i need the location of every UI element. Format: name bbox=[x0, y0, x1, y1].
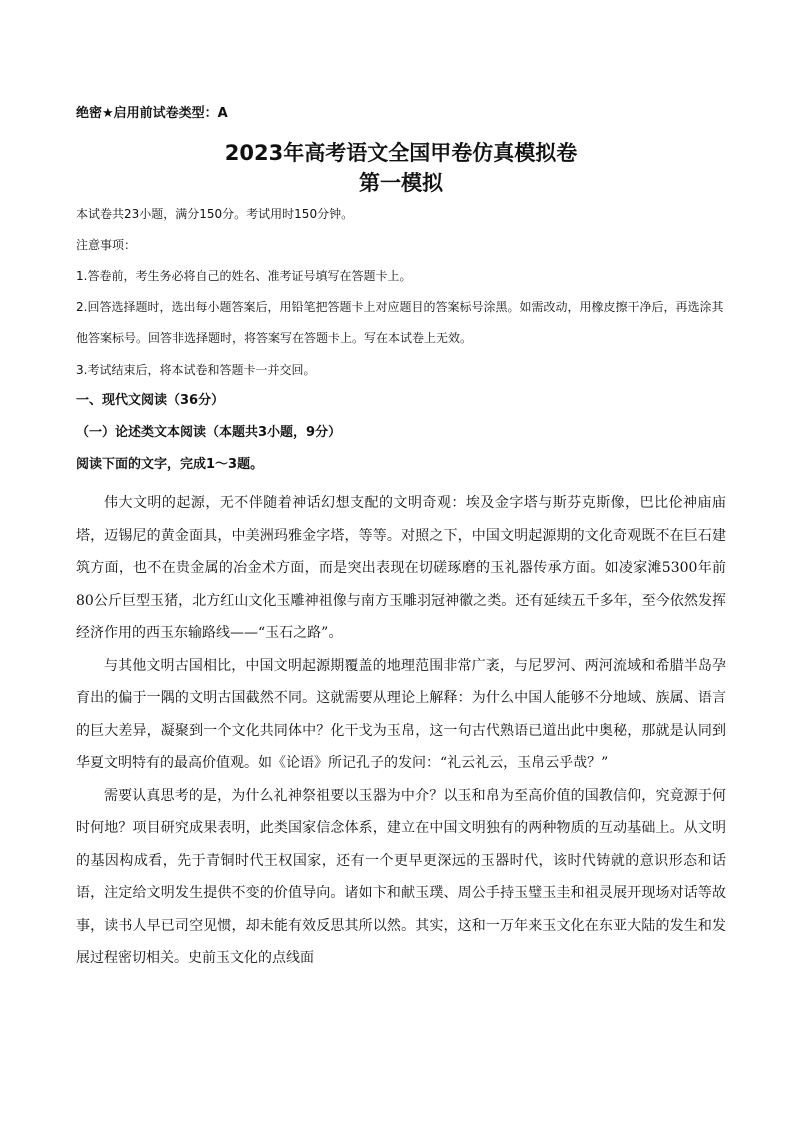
page-subtitle: 第一模拟 bbox=[359, 171, 443, 195]
notice-item-2: 2.回答选择题时，选出每小题答案后，用铅笔把答题卡上对应题目的答案标号涂黑。如需改动，用橡皮擦干净后，再选涂其他答案标号。回答非选择题时，将答案写在答题卡上。写在本试卷上无效。 bbox=[76, 300, 724, 345]
notice-item-3: 3.考试结束后，将本试卷和答题卡一并交回。 bbox=[76, 363, 316, 377]
notice-item-1: 1.答卷前，考生务必将自己的姓名、准考证号填写在答题卡上。 bbox=[76, 269, 412, 283]
passage bbox=[76, 487, 726, 975]
passage-paragraph-3: 需要认真思考的是，为什么礼神祭祖要以玉器为中介？以玉和帛为至高价值的国教信仰，究竟源于何时何地？项目研究成果表明，此类国家信念体系，建立在中国文明独有的两种物质的互动基础上。从文明的基因构成看，先于青铜时代王权国家，还有一个更早更深远的玉器时代，该时代铸就的意识形态和话语，注定给文明发生提供不变的价值导向。诸如卞和献玉璞、周公手持玉璧玉圭和祖灵展开现场对话等故事，读书人早已司空见惯，却未能有效反思其所以然。其实，这和一万年来玉文化在东亚大陆的发生和发展过程密切相关。史前玉文化的点线面 bbox=[76, 787, 726, 966]
section-heading-part1-sub1: （一）论述类文本阅读（本题共3小题，9分） bbox=[76, 425, 342, 440]
section-heading-part1: 一、现代文阅读（36分） bbox=[76, 393, 225, 408]
exam-info: 本试卷共23小题，满分150分。考试用时150分钟。 bbox=[76, 207, 354, 221]
passage-paragraph-1: 伟大文明的起源，无不伴随着神话幻想支配的文明奇观：埃及金字塔与斯芬克斯像，巴比伦神庙庙塔，迈锡尼的黄金面具，中美洲玛雅金字塔，等等。对照之下，中国文明起源期的文化奇观既不在巨石建筑方面，也不在贵金属的冶金术方面，而是突出表现在切磋琢磨的玉礼器传承方面。如凌家滩5300年前80公斤巨型玉猪，北方红山文化玉雕神祖像与南方玉雕羽冠神徽之类。还有延续五千多年，至今依然发挥经济作用的西玉东输路线——“玉石之路”。 bbox=[76, 495, 726, 641]
page-title: 2023年高考语文全国甲卷仿真模拟卷 bbox=[224, 141, 578, 165]
passage-paragraph-2: 与其他文明古国相比，中国文明起源期覆盖的地理范围非常广袤，与尼罗河、两河流域和希腊半岛孕育出的偏于一隅的文明古国截然不同。这就需要从理论上解释：为什么中国人能够不分地域、族属、语言的巨大差异，凝聚到一个文化共同体中？化干戈为玉帛，这一句古代熟语已道出此中奥秘，那就是认同到华夏文明特有的最高价值观。如《论语》所记孔子的发问：“礼云礼云，玉帛云乎哉？” bbox=[76, 657, 726, 771]
secret-label: 绝密★启用前试卷类型：A bbox=[76, 106, 228, 121]
reading-instruction: 阅读下面的文字，完成1～3题。 bbox=[76, 457, 264, 472]
notice-heading: 注意事项： bbox=[76, 238, 137, 252]
document-page bbox=[76, 104, 726, 975]
